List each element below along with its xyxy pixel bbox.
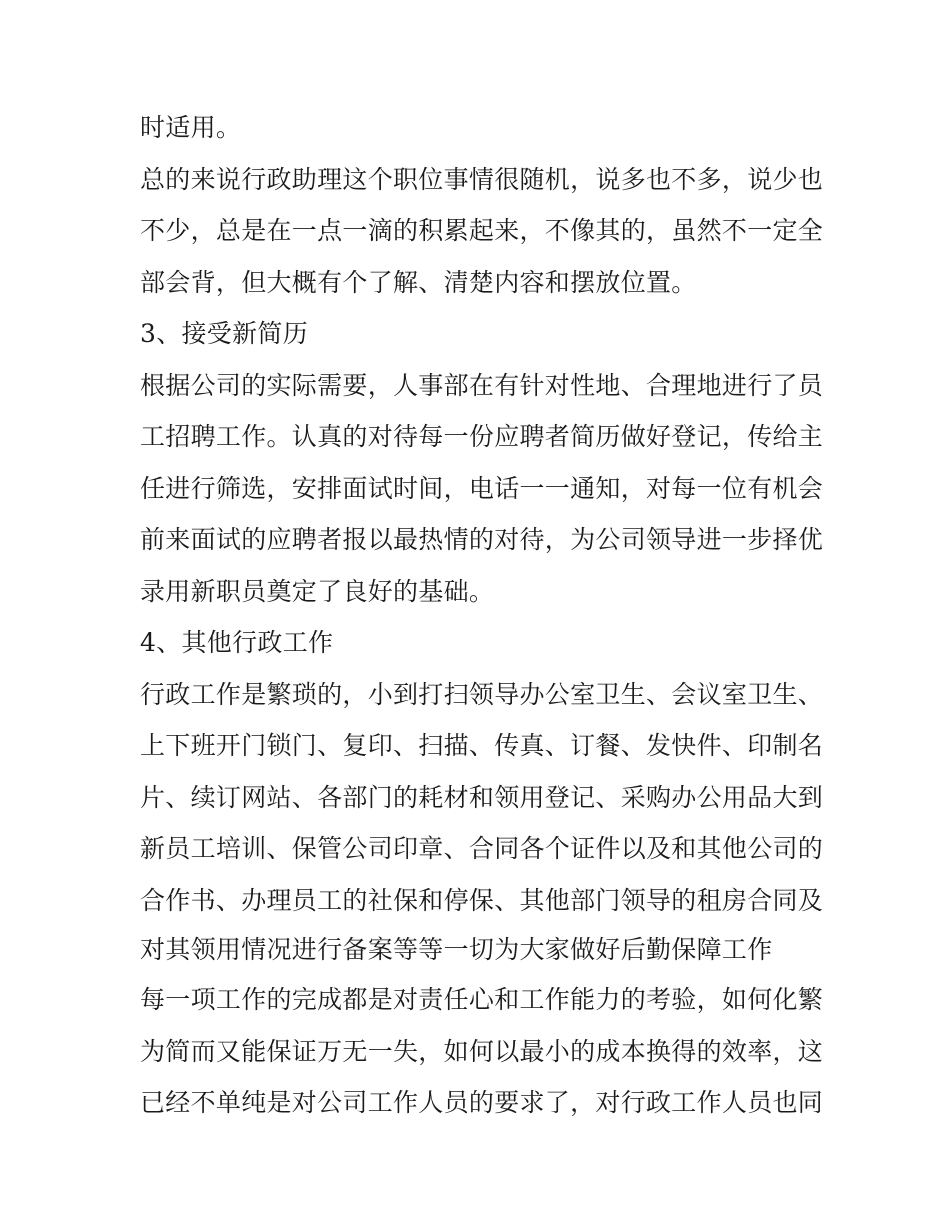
text-line: 总的来说行政助理这个职位事情很随机，说多也不多，说少也 <box>140 164 824 194</box>
text-line: 时适用。 <box>140 113 242 142</box>
text-line: 前来面试的应聘者报以最热情的对待，为公司领导进一步择优 <box>140 525 824 554</box>
text-line: 每一项工作的完成都是对责任心和工作能力的考验，如何化繁 <box>140 985 824 1014</box>
text-line: 片、续订网站、各部门的耗材和领用登记、采购办公用品大到 <box>140 782 824 812</box>
section-heading: 3、接受新简历 <box>140 319 309 348</box>
text-line: 行政工作是繁琐的，小到打扫领导办公室卫生、会议室卫生、 <box>140 679 824 709</box>
text-line: 对其领用情况进行备案等等一切为大家做好后勤保障工作 <box>140 935 773 964</box>
text-line: 根据公司的实际需要，人事部在有针对性地、合理地进行了员 <box>140 370 824 400</box>
text-line: 新员工培训、保管公司印章、合同各个证件以及和其他公司的 <box>140 834 824 863</box>
text-line: 合作书、办理员工的社保和停保、其他部门领导的租房合同及 <box>140 885 824 915</box>
text-line: 已经不单纯是对公司工作人员的要求了，对行政工作人员也同 <box>140 1088 824 1117</box>
text-line: 为简而又能保证万无一失，如何以最小的成本换得的效率，这 <box>140 1036 824 1066</box>
text-line: 录用新职员奠定了良好的基础。 <box>140 576 495 606</box>
text-line: 不少，总是在一点一滴的积累起来，不像其的，虽然不一定全 <box>140 216 824 245</box>
text-line: 部会背，但大概有个了解、清楚内容和摆放位置。 <box>140 267 697 297</box>
text-line: 工招聘工作。认真的对待每一份应聘者简历做好登记，传给主 <box>140 422 824 451</box>
section-heading: 4、其他行政工作 <box>140 628 334 657</box>
text-line: 上下班开门锁门、复印、扫描、传真、订餐、发快件、印制名 <box>140 731 824 760</box>
text-line: 任进行筛选，安排面试时间，电话一一通知，对每一位有机会 <box>140 473 824 503</box>
document-page <box>140 102 824 1129</box>
